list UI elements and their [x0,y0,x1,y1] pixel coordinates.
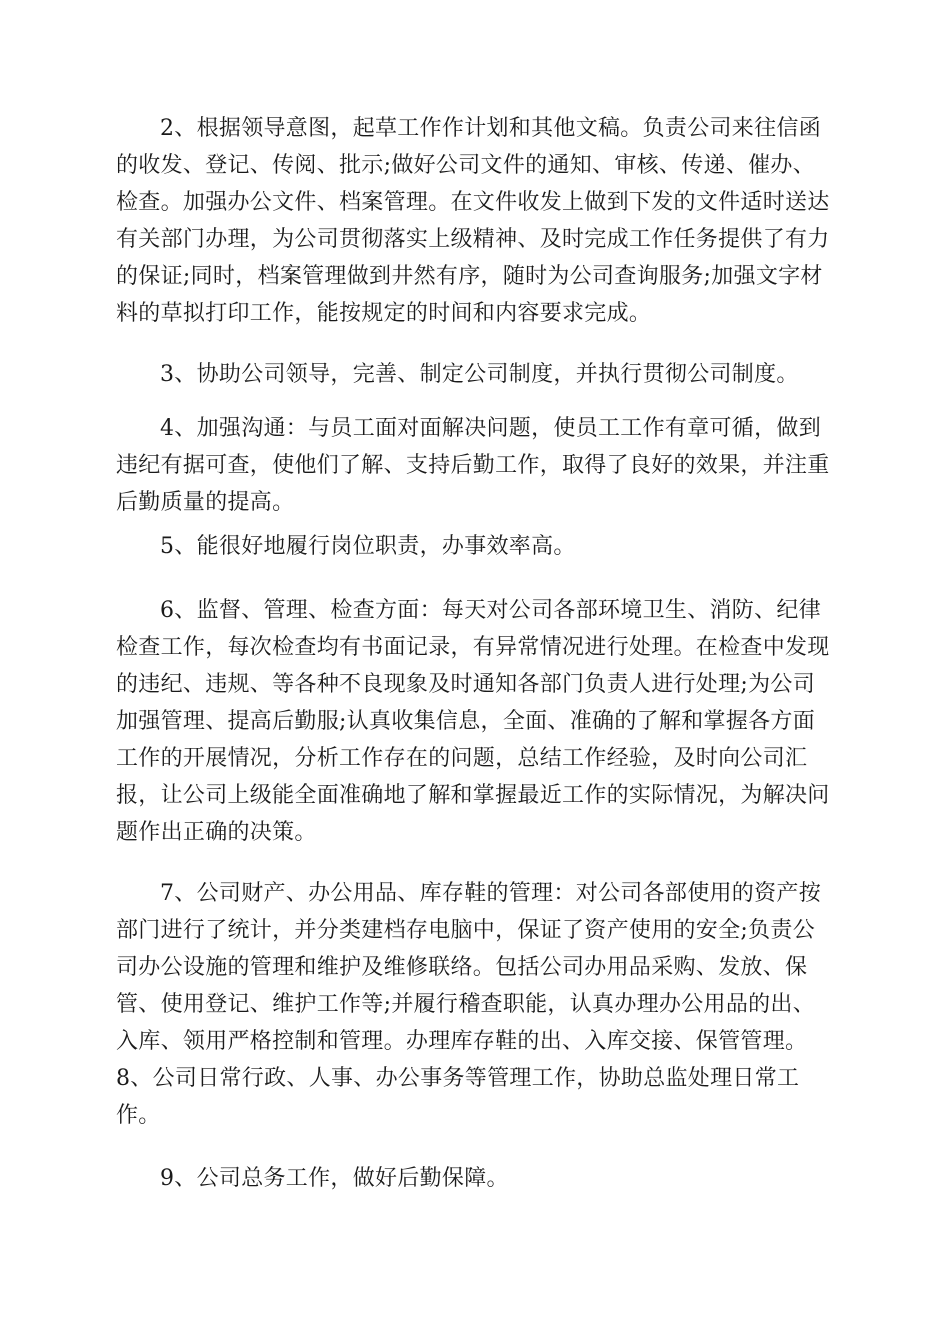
paragraph-line: 9、公司总务工作，做好后勤保障。 [160,1166,509,1191]
paragraph-line: 部门进行了统计，并分类建档存电脑中，保证了资产使用的安全;负责公 [116,918,816,943]
paragraph-line: 工作的开展情况，分析工作存在的问题，总结工作经验，及时向公司汇 [116,746,808,771]
paragraph-line: 2、根据领导意图，起草工作作计划和其他文稿。负责公司来往信函 [160,116,821,141]
paragraph-line: 的保证;同时，档案管理做到井然有序，随时为公司查询服务;加强文字材 [116,264,823,289]
paragraph-line: 检查工作，每次检查均有书面记录，有异常情况进行处理。在检查中发现 [116,635,830,660]
paragraph-line: 检查。加强办公文件、档案管理。在文件收发上做到下发的文件适时送达 [116,190,830,215]
paragraph-line: 加强管理、提高后勤服;认真收集信息，全面、准确的了解和掌握各方面 [116,709,816,734]
paragraph-line: 5、能很好地履行岗位职责，办事效率高。 [160,534,576,559]
paragraph-line: 报，让公司上级能全面准确地了解和掌握最近工作的实际情况，为解决问 [116,783,830,808]
paragraph-line: 的收发、登记、传阅、批示;做好公司文件的通知、审核、传递、催办、 [116,153,816,178]
paragraph-line: 违纪有据可查，使他们了解、支持后勤工作，取得了良好的效果，并注重 [116,453,830,478]
paragraph-line: 有关部门办理，为公司贯彻落实上级精神、及时完成工作任务提供了有力 [116,227,830,252]
paragraph-line: 4、加强沟通：与员工面对面解决问题，使员工工作有章可循，做到 [160,416,821,441]
paragraph-line: 的违纪、违规、等各种不良现象及时通知各部门负责人进行处理;为公司 [116,672,816,697]
paragraph-line: 6、监督、管理、检查方面：每天对公司各部环境卫生、消防、纪律 [160,598,821,623]
paragraph-line: 管、使用登记、维护工作等;并履行稽查职能，认真办理办公用品的出、 [116,992,816,1017]
paragraph-line: 题作出正确的决策。 [116,820,317,845]
paragraph-line: 作。 [116,1103,161,1128]
paragraph-line: 后勤质量的提高。 [116,490,295,515]
paragraph-line: 料的草拟打印工作，能按规定的时间和内容要求完成。 [116,301,652,326]
paragraph-line: 入库、领用严格控制和管理。办理库存鞋的出、入库交接、保管管理。 [116,1029,808,1054]
paragraph-line: 司办公设施的管理和维护及维修联络。包括公司办用品采购、发放、保 [116,955,808,980]
paragraph-line: 3、协助公司领导，完善、制定公司制度，并执行贯彻公司制度。 [160,362,799,387]
paragraph-line: 8、公司日常行政、人事、办公事务等管理工作，协助总监处理日常工 [116,1066,800,1091]
paragraph-line: 7、公司财产、办公用品、库存鞋的管理：对公司各部使用的资产按 [160,881,821,906]
